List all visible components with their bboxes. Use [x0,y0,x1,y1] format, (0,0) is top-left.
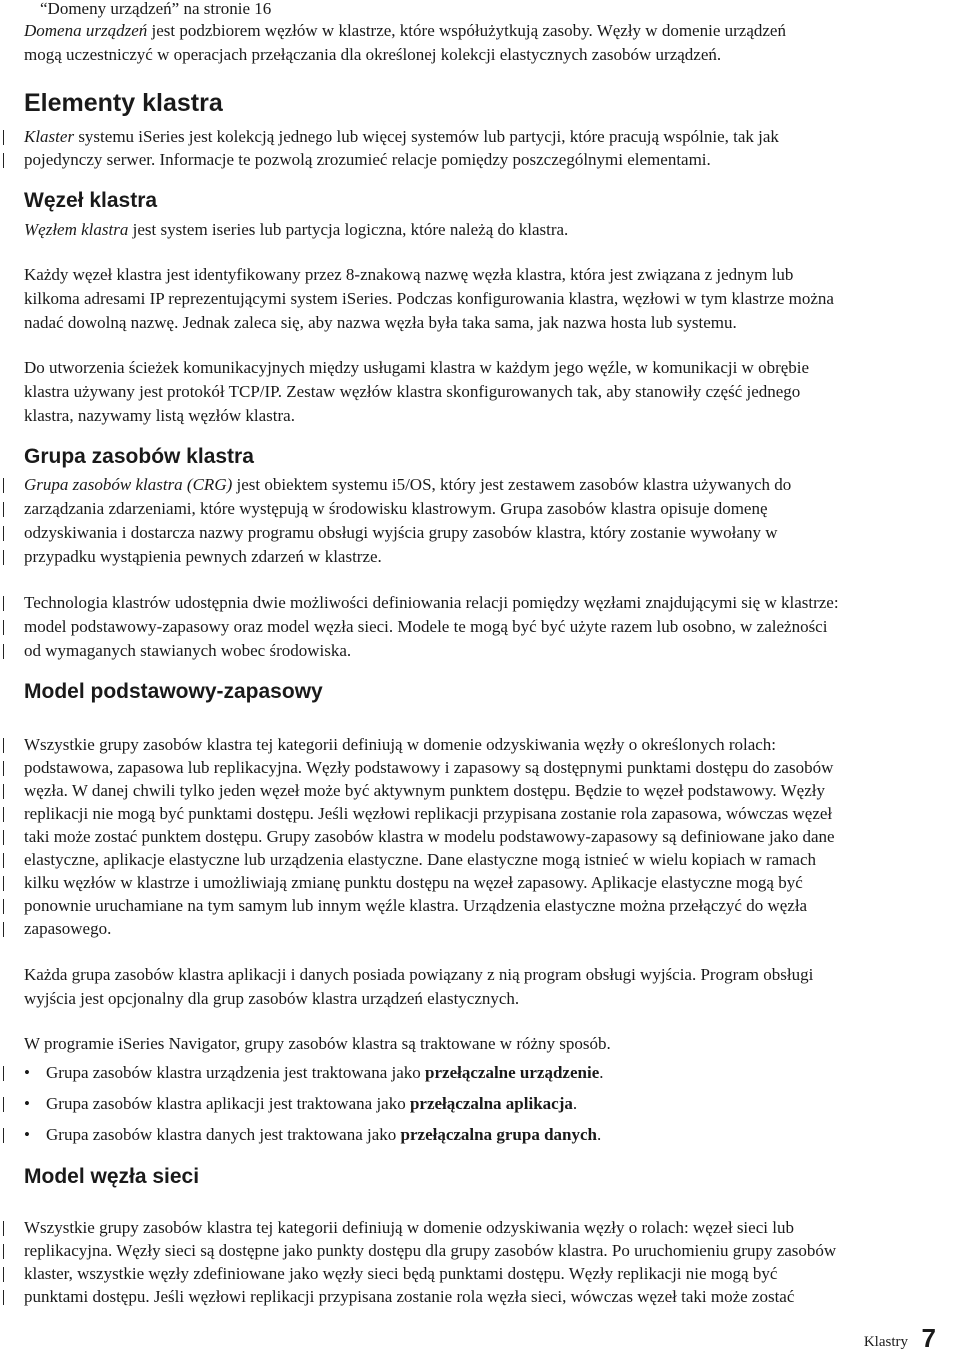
paragraph-line: klastra używany jest protokół TCP/IP. Zestaw węzłów klastra skonfigurowanych tak, aby stanowiły część jednego [24,382,801,401]
bold-term: przełączalna grupa danych [400,1125,597,1144]
paragraph-line: kilkoma adresami IP reprezentującymi system iSeries. Podczas konfigurowania klastra, węzłowi w tym klastrze można [24,289,834,308]
term: Klaster [24,127,75,146]
change-bar [3,153,4,168]
paragraph-line: model podstawowy-zapasowy oraz model węzła sieci. Modele te mogą być być użyte razem lub osobno, w zależności [24,617,828,636]
change-bar [3,1290,4,1305]
change-bar [3,899,4,914]
paragraph-line: Domena urządzeń jest podzbiorem węzłów w klastrze, które współużytkują zasoby. Węzły w domenie urządzeń [24,21,786,40]
paragraph-line: wyjścia jest opcjonalny dla grup zasobów klastra urządzeń elastycznych. [24,989,520,1008]
paragraph-line: punktami dostępu. Jeśli węzłowi replikacji przypisana zostanie rola węzła sieci, wówczas węzeł taki może zostać [24,1287,795,1306]
change-bar [3,1267,4,1282]
change-bar [3,853,4,868]
bullet-glyph: • [24,1063,30,1082]
paragraph-line: klaster, wszystkie węzły zdefiniowane jako węzły sieci będą punktami dostępu. Węzły replikacji nie mogą być [24,1264,778,1283]
term: Węzłem klastra [24,220,129,239]
paragraph-line: klastra, nazywamy listą węzłów klastra. [24,406,295,425]
paragraph-line: przypadku wystąpienia pewnych zdarzeń w klastrze. [24,547,382,566]
change-bar [3,1244,4,1259]
list-item: Grupa zasobów klastra danych jest traktowana jako przełączalna grupa danych. [46,1125,602,1144]
list-item: Grupa zasobów klastra aplikacji jest traktowana jako przełączalna aplikacja. [46,1094,578,1113]
paragraph-line: Każda grupa zasobów klastra aplikacji i danych posiada powiązany z nią program obsługi wyjścia. Program obsługi [24,965,814,984]
bullet-glyph: • [24,1125,30,1144]
term: Domena urządzeń [24,21,148,40]
footer-chapter-label: Klastry [863,1334,908,1350]
change-bar [3,830,4,845]
paragraph-line: Klaster systemu iSeries jest kolekcją jednego lub więcej systemów lub partycji, które pracują wspólnie, tak jak [24,127,779,146]
paragraph-line: ponownie uruchamiane na tym samym lub innym węźle klastra. Urządzenia elastyczne można przełączyć do węzła [24,896,808,915]
paragraph-line: elastyczne, aplikacje elastyczne lub urządzenia elastyczne. Dane elastyczne mogą istnieć w wielu kopiach w ramach [24,850,817,869]
change-bar [3,1066,4,1081]
paragraph-line: W programie iSeries Navigator, grupy zasobów klastra są traktowane w różny sposób. [24,1034,611,1053]
subsection-heading-wezel: Węzeł klastra [24,189,158,212]
paragraph-line: odzyskiwania i dostarcza nazwy programu obsługi wyjścia grupy zasobów klastra, który zostanie wywołany w [24,523,778,542]
paragraph-line: zarządzania zdarzeniami, które występują w środowisku klastrowym. Grupa zasobów klastra opisuje domenę [24,499,768,518]
change-bar [3,526,4,541]
change-bar [3,596,4,611]
bold-term: przełączalne urządzenie [425,1063,600,1082]
change-bar [3,922,4,937]
subsection-heading-grupa: Grupa zasobów klastra [24,445,254,468]
section-heading-elementy: Elementy klastra [24,89,223,117]
change-bar [3,784,4,799]
paragraph-line: Wszystkie grupy zasobów klastra tej kategorii definiują w domenie odzyskiwania węzły o rolach: węzeł sieci lub [24,1218,794,1237]
change-bar [3,620,4,635]
bold-term: przełączalna aplikacja [409,1094,573,1113]
subsection-heading-model-pz: Model podstawowy-zapasowy [24,680,323,703]
change-bar [3,1097,4,1112]
change-bar [3,1128,4,1143]
change-bar [3,807,4,822]
change-bar [3,761,4,776]
paragraph-line: replikacyjna. Węzły sieci są dostępne jako punkty dostępu dla grupy zasobów klastra. Po uruchomieniu grupy zasobów [24,1241,837,1260]
paragraph-line: Grupa zasobów klastra (CRG) jest obiektem systemu i5/OS, który jest zestawem zasobów klastra używanych do [24,475,792,494]
paragraph-line: węzła. W danej chwili tylko jeden węzeł może być aktywnym punktem dostępu. Będzie to węzeł podstawowy. Węzły [24,781,825,800]
paragraph-line: mogą uczestniczyć w operacjach przełączania dla określonej kolekcji elastycznych zasobów urządzeń. [24,45,722,64]
term: Grupa zasobów klastra (CRG) [24,475,233,494]
cross-reference-link[interactable]: “Domeny urządzeń” na stronie 16 [40,0,272,18]
paragraph-line: Wszystkie grupy zasobów klastra tej kategorii definiują w domenie odzyskiwania węzły o określonych rolach: [24,735,777,754]
subsection-heading-model-ws: Model węzła sieci [24,1165,200,1188]
change-bar [3,130,4,145]
paragraph-line: podstawowa, zapasowa lub replikacyjna. Węzły podstawowy i zapasowy są dostępnymi punktami dostępu do zasobów [24,758,834,777]
paragraph-line: Do utworzenia ścieżek komunikacyjnych między usługami klastra w każdym jego węźle, w komunikacji w obrębie [24,358,810,377]
paragraph-line: taki może zostać punktem dostępu. Grupy zasobów klastra w modelu podstawowy-zapasowy są definiowane jako dane [24,827,835,846]
change-bar [3,1221,4,1236]
paragraph-line: kilku węzłów w klastrze i umożliwiają zmianę punktu dostępu na węzeł zapasowy. Aplikacje elastyczne mogą być [24,873,803,892]
page-number: 7 [921,1323,936,1353]
list-item: Grupa zasobów klastra urządzenia jest traktowana jako przełączalne urządzenie. [46,1063,604,1082]
paragraph-line: Węzłem klastra jest system iseries lub partycja logiczna, które należą do klastra. [24,220,569,239]
change-bar [3,738,4,753]
paragraph-line: Technologia klastrów udostępnia dwie możliwości definiowania relacji pomiędzy węzłami znajdującymi się w klastrze: [24,593,839,612]
bullet-glyph: • [24,1094,30,1113]
change-bar [3,550,4,565]
paragraph-line: zapasowego. [24,919,112,938]
paragraph-line: pojedynczy serwer. Informacje te pozwolą zrozumieć relacje pomiędzy poszczególnymi elementami. [24,150,711,169]
change-bar [3,644,4,659]
change-bar [3,502,4,517]
paragraph-line: Każdy węzeł klastra jest identyfikowany przez 8-znakową nazwę węzła klastra, która jest związana z jednym lub [24,265,794,284]
change-bar [3,876,4,891]
paragraph-line: nadać dowolną nazwę. Jednak zaleca się, aby nazwa węzła była taka sama, jak nazwa hosta lub systemu. [24,313,737,332]
paragraph-line: od wymaganych stawianych wobec środowiska. [24,641,352,660]
change-bar [3,478,4,493]
paragraph-line: replikacji nie mogą być punktami dostępu. Jeśli węzłowi replikacji przypisana zostanie rola zapasowa, wówczas węzeł [24,804,833,823]
